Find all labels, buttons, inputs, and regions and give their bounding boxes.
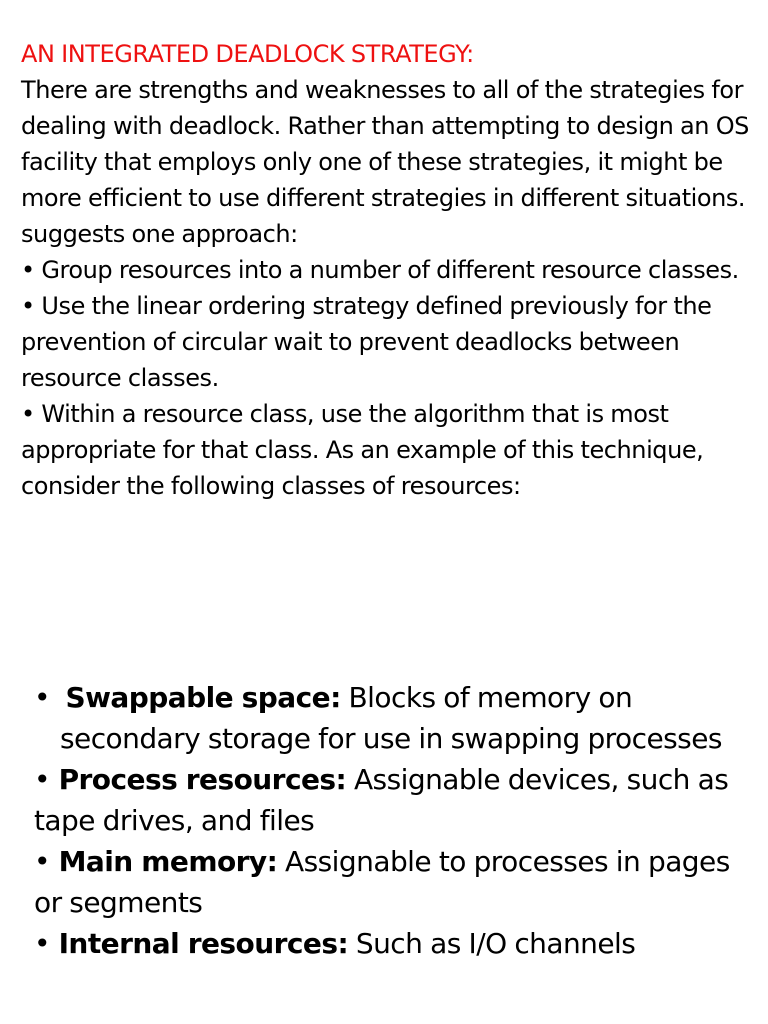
bullet-item [21, 252, 756, 288]
resource-description: Assignable to processes in pages or segments [34, 845, 730, 919]
resource-description: Such as I/O channels [348, 927, 636, 960]
resource-term: Process resources: [49, 763, 347, 796]
intro-paragraph: There are strengths and weaknesses to all of the strategies for dealing with deadlock. Rather than attempting to design an OS facility that employs only one of these strategies, it might be more efficient to use different strategies in different situations. suggests one approach: [21, 76, 749, 248]
upper-text-block [21, 36, 756, 504]
resource-item [34, 759, 754, 841]
bullet-item [21, 288, 756, 396]
bullet-marker: • [34, 927, 50, 960]
bullet-marker: • [34, 763, 50, 796]
resource-description: Blocks of memory on secondary storage for use in swapping processes [60, 681, 722, 755]
bullet-marker: • [34, 681, 50, 714]
bullet-marker: • [34, 845, 50, 878]
bullet-item [21, 396, 756, 504]
resource-term: Main memory: [49, 845, 278, 878]
resource-term: Swappable space: [65, 681, 341, 714]
resource-item [34, 841, 754, 923]
bullet-text: Use the linear ordering strategy defined previously for the prevention of circular wait to prevent deadlocks between resource classes. [21, 292, 712, 392]
bullet-text: Within a resource class, use the algorithm that is most appropriate for that class. As an example of this technique, consider the following classes of resources: [21, 400, 704, 500]
resource-item [34, 677, 754, 759]
resource-term: Internal resources: [49, 927, 349, 960]
resource-description: Assignable devices, such as tape drives, and files [34, 763, 729, 837]
bullet-marker: • [21, 292, 35, 320]
slide-heading: AN INTEGRATED DEADLOCK STRATEGY: [21, 40, 474, 68]
resource-classes-list [34, 677, 754, 964]
bullet-marker: • [21, 256, 35, 284]
resource-item [34, 923, 754, 964]
bullet-text: Group resources into a number of different resource classes. [34, 256, 739, 284]
bullet-marker: • [21, 400, 35, 428]
